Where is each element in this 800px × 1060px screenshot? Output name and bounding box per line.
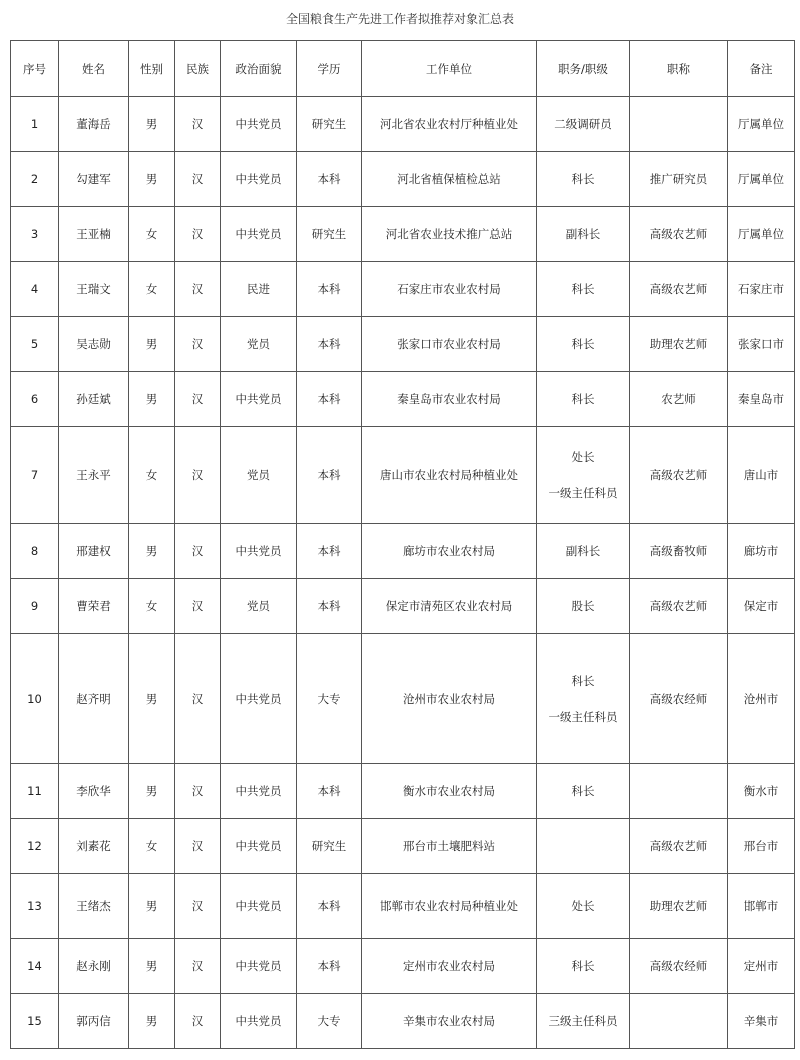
cell-education: 大专: [297, 634, 362, 764]
cell-remark: 唐山市: [728, 427, 795, 524]
cell-gender: 男: [129, 994, 175, 1049]
cell-position: 二级调研员: [537, 97, 630, 152]
cell-line: 处长: [571, 450, 595, 464]
cell-ethnicity: 汉: [175, 97, 221, 152]
cell-work-unit: 衡水市农业农村局: [362, 764, 537, 819]
cell-name: 赵永刚: [59, 939, 129, 994]
cell-ethnicity: 汉: [175, 634, 221, 764]
cell-remark: 保定市: [728, 579, 795, 634]
cell-political-status: 中共党员: [221, 764, 297, 819]
header-index: 序号: [11, 41, 59, 97]
cell-index: 12: [11, 819, 59, 874]
cell-title: 高级农艺师: [630, 207, 728, 262]
table-row: [11, 819, 795, 874]
cell-political-status: 中共党员: [221, 97, 297, 152]
table-row: [11, 634, 795, 764]
cell-line: 一级主任科员: [548, 709, 618, 724]
cell-work-unit: 秦皇岛市农业农村局: [362, 372, 537, 427]
cell-title: [630, 994, 728, 1049]
header-position: 职务/职级: [537, 41, 630, 97]
cell-ethnicity: 汉: [175, 152, 221, 207]
cell-work-unit: 定州市农业农村局: [362, 939, 537, 994]
cell-gender: 女: [129, 262, 175, 317]
cell-political-status: 中共党员: [221, 524, 297, 579]
cell-title: 高级农经师: [630, 634, 728, 764]
cell-ethnicity: 汉: [175, 262, 221, 317]
cell-position: 科长: [537, 764, 630, 819]
cell-name: 王永平: [59, 427, 129, 524]
cell-remark: 石家庄市: [728, 262, 795, 317]
cell-title: 高级畜牧师: [630, 524, 728, 579]
cell-remark: 厅属单位: [728, 152, 795, 207]
table-row: [11, 524, 795, 579]
cell-gender: 男: [129, 939, 175, 994]
cell-remark: 辛集市: [728, 994, 795, 1049]
cell-position: 科长: [537, 152, 630, 207]
cell-education: 本科: [297, 262, 362, 317]
cell-education: 研究生: [297, 97, 362, 152]
table-row: [11, 579, 795, 634]
cell-work-unit: 廊坊市农业农村局: [362, 524, 537, 579]
header-title: 职称: [630, 41, 728, 97]
cell-work-unit: 河北省植保植检总站: [362, 152, 537, 207]
cell-index: 5: [11, 317, 59, 372]
cell-position: 科长: [537, 939, 630, 994]
table-row: [11, 764, 795, 819]
cell-education: 本科: [297, 939, 362, 994]
cell-education: 本科: [297, 317, 362, 372]
cell-position: 三级主任科员: [537, 994, 630, 1049]
cell-title: 高级农艺师: [630, 819, 728, 874]
table-row: [11, 372, 795, 427]
cell-title: 助理农艺师: [630, 874, 728, 939]
table-row: [11, 939, 795, 994]
cell-index: 6: [11, 372, 59, 427]
cell-name: 曹荣君: [59, 579, 129, 634]
table-row: [11, 317, 795, 372]
cell-education: 本科: [297, 524, 362, 579]
cell-political-status: 中共党员: [221, 939, 297, 994]
cell-index: 10: [11, 634, 59, 764]
document-title: 全国粮食生产先进工作者拟推荐对象汇总表: [285, 12, 514, 26]
cell-name: 邢建权: [59, 524, 129, 579]
cell-name: 李欣华: [59, 764, 129, 819]
cell-ethnicity: 汉: [175, 524, 221, 579]
cell-gender: 男: [129, 97, 175, 152]
table-row: [11, 262, 795, 317]
cell-index: 3: [11, 207, 59, 262]
recommendation-summary-table: [10, 40, 795, 1049]
cell-gender: 女: [129, 579, 175, 634]
cell-education: 本科: [297, 764, 362, 819]
cell-name: 郭丙信: [59, 994, 129, 1049]
cell-ethnicity: 汉: [175, 994, 221, 1049]
cell-political-status: 民进: [221, 262, 297, 317]
cell-remark: 厅属单位: [728, 207, 795, 262]
cell-ethnicity: 汉: [175, 939, 221, 994]
cell-index: 15: [11, 994, 59, 1049]
cell-name: 王亚楠: [59, 207, 129, 262]
cell-political-status: 中共党员: [221, 819, 297, 874]
cell-ethnicity: 汉: [175, 207, 221, 262]
cell-title: 高级农经师: [630, 939, 728, 994]
cell-work-unit: 河北省农业技术推广总站: [362, 207, 537, 262]
cell-position: 股长: [537, 579, 630, 634]
cell-work-unit: 石家庄市农业农村局: [362, 262, 537, 317]
cell-political-status: 中共党员: [221, 994, 297, 1049]
header-gender: 性别: [129, 41, 175, 97]
cell-name: 孙廷斌: [59, 372, 129, 427]
header-political-status: 政治面貌: [221, 41, 297, 97]
table-row: [11, 427, 795, 524]
cell-gender: 男: [129, 874, 175, 939]
cell-title: 高级农艺师: [630, 427, 728, 524]
table-header-row: [11, 41, 795, 97]
cell-political-status: 党员: [221, 427, 297, 524]
cell-ethnicity: 汉: [175, 317, 221, 372]
cell-education: 大专: [297, 994, 362, 1049]
cell-gender: 男: [129, 152, 175, 207]
cell-name: 董海岳: [59, 97, 129, 152]
cell-name: 赵齐明: [59, 634, 129, 764]
cell-gender: 女: [129, 207, 175, 262]
cell-position: [537, 634, 630, 764]
cell-work-unit: 唐山市农业农村局种植业处: [362, 427, 537, 524]
cell-ethnicity: 汉: [175, 874, 221, 939]
header-education: 学历: [297, 41, 362, 97]
header-remark: 备注: [728, 41, 795, 97]
cell-remark: 张家口市: [728, 317, 795, 372]
cell-position: 科长: [537, 372, 630, 427]
cell-work-unit: 保定市清苑区农业农村局: [362, 579, 537, 634]
cell-title: [630, 97, 728, 152]
cell-ethnicity: 汉: [175, 427, 221, 524]
cell-education: 本科: [297, 427, 362, 524]
cell-ethnicity: 汉: [175, 819, 221, 874]
cell-remark: 邢台市: [728, 819, 795, 874]
cell-name: 刘素花: [59, 819, 129, 874]
cell-remark: 厅属单位: [728, 97, 795, 152]
cell-title: 推广研究员: [630, 152, 728, 207]
cell-ethnicity: 汉: [175, 579, 221, 634]
cell-education: 研究生: [297, 819, 362, 874]
cell-political-status: 党员: [221, 317, 297, 372]
cell-political-status: 中共党员: [221, 874, 297, 939]
cell-position: 副科长: [537, 207, 630, 262]
cell-education: 本科: [297, 152, 362, 207]
cell-position: [537, 427, 630, 524]
cell-title: 高级农艺师: [630, 579, 728, 634]
cell-education: 本科: [297, 874, 362, 939]
cell-education: 本科: [297, 579, 362, 634]
cell-position: 处长: [537, 874, 630, 939]
table-row: [11, 97, 795, 152]
header-work-unit: 工作单位: [362, 41, 537, 97]
header-name: 姓名: [59, 41, 129, 97]
cell-political-status: 中共党员: [221, 634, 297, 764]
cell-index: 11: [11, 764, 59, 819]
cell-title: 助理农艺师: [630, 317, 728, 372]
cell-education: 研究生: [297, 207, 362, 262]
cell-work-unit: 辛集市农业农村局: [362, 994, 537, 1049]
cell-name: 王绪杰: [59, 874, 129, 939]
table-row: [11, 874, 795, 939]
cell-remark: 廊坊市: [728, 524, 795, 579]
header-ethnicity: 民族: [175, 41, 221, 97]
cell-work-unit: 邢台市土壤肥料站: [362, 819, 537, 874]
table-row: [11, 152, 795, 207]
cell-work-unit: 河北省农业农村厅种植业处: [362, 97, 537, 152]
cell-name: 吴志勋: [59, 317, 129, 372]
cell-remark: 邯郸市: [728, 874, 795, 939]
cell-index: 4: [11, 262, 59, 317]
cell-title: [630, 764, 728, 819]
cell-name: 王瑞文: [59, 262, 129, 317]
cell-ethnicity: 汉: [175, 764, 221, 819]
cell-position: 科长: [537, 262, 630, 317]
cell-line: 一级主任科员: [548, 486, 618, 500]
cell-political-status: 中共党员: [221, 372, 297, 427]
cell-index: 1: [11, 97, 59, 152]
cell-gender: 女: [129, 819, 175, 874]
cell-index: 9: [11, 579, 59, 634]
cell-remark: 秦皇岛市: [728, 372, 795, 427]
table-row: [11, 994, 795, 1049]
cell-remark: 沧州市: [728, 634, 795, 764]
cell-title: 农艺师: [630, 372, 728, 427]
cell-ethnicity: 汉: [175, 372, 221, 427]
cell-position: [537, 819, 630, 874]
cell-gender: 男: [129, 372, 175, 427]
cell-title: 高级农艺师: [630, 262, 728, 317]
cell-work-unit: 沧州市农业农村局: [362, 634, 537, 764]
cell-gender: 男: [129, 317, 175, 372]
cell-line: 科长: [571, 673, 595, 688]
cell-work-unit: 张家口市农业农村局: [362, 317, 537, 372]
cell-index: 13: [11, 874, 59, 939]
table-body: [11, 97, 795, 1049]
cell-remark: 衡水市: [728, 764, 795, 819]
cell-index: 2: [11, 152, 59, 207]
cell-work-unit: 邯郸市农业农村局种植业处: [362, 874, 537, 939]
cell-position: 科长: [537, 317, 630, 372]
cell-gender: 女: [129, 427, 175, 524]
cell-name: 勾建军: [59, 152, 129, 207]
cell-index: 7: [11, 427, 59, 524]
cell-index: 8: [11, 524, 59, 579]
cell-political-status: 中共党员: [221, 207, 297, 262]
cell-political-status: 党员: [221, 579, 297, 634]
table-row: [11, 207, 795, 262]
cell-gender: 男: [129, 524, 175, 579]
cell-remark: 定州市: [728, 939, 795, 994]
cell-gender: 男: [129, 764, 175, 819]
cell-education: 本科: [297, 372, 362, 427]
cell-political-status: 中共党员: [221, 152, 297, 207]
cell-gender: 男: [129, 634, 175, 764]
cell-index: 14: [11, 939, 59, 994]
cell-position: 副科长: [537, 524, 630, 579]
